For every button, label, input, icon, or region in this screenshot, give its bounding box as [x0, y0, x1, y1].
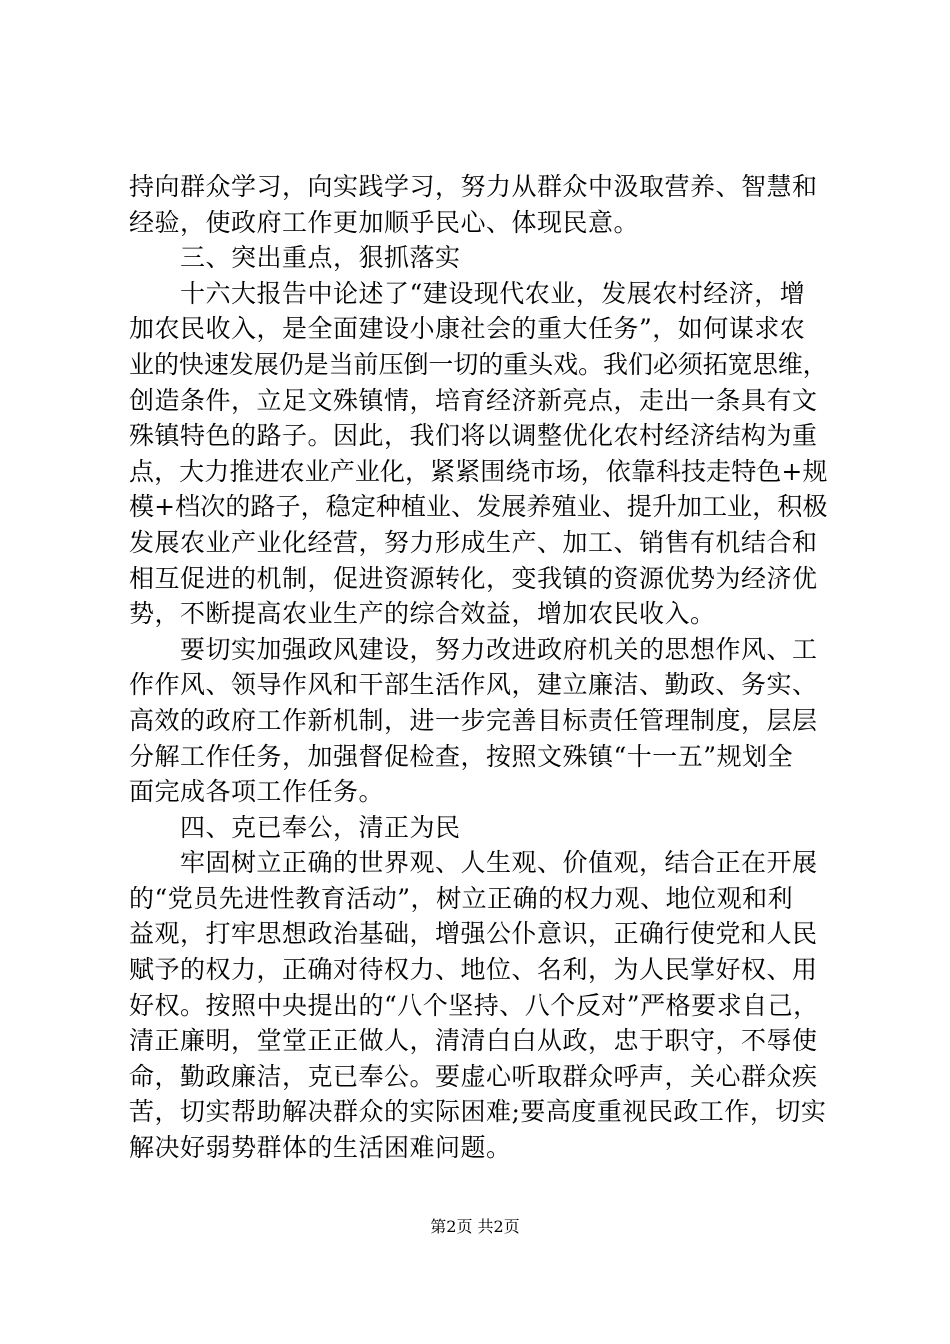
text-line: 命，勤政廉洁，克已奉公。要虚心听取群众呼声，关心群众疾: [129, 1061, 818, 1091]
text-line: 经验，使政府工作更加顺乎民心、体现民意。: [129, 207, 640, 237]
text-line: 的“党员先进性教育活动”，树立正确的权力观、地位观和利: [129, 883, 794, 913]
text-line: 要切实加强政风建设，努力改进政府机关的思想作风、工: [129, 634, 818, 664]
text-line: 作作风、领导作风和干部生活作风，建立廉洁、勤政、务实、: [129, 670, 818, 700]
text-line: 解决好弱势群体的生活困难问题。: [129, 1133, 512, 1163]
text-line: 殊镇特色的路子。因此，我们将以调整优化农村经济结构为重: [129, 421, 818, 451]
text-line: 四、克已奉公，清正为民: [129, 812, 461, 842]
text-line: 持向群众学习，向实践学习，努力从群众中汲取营养、智慧和: [129, 172, 818, 201]
text-line: 业的快速发展仍是当前压倒一切的重头戏。我们必须拓宽思维，: [129, 349, 828, 379]
text-line: 面完成各项工作任务。: [129, 777, 385, 807]
text-line: 牢固树立正确的世界观、人生观、价值观，结合正在开展: [129, 848, 818, 878]
text-line: 清正廉明，堂堂正正做人，清清白白从政，忠于职守，不辱使: [129, 1026, 818, 1056]
text-line: 分解工作任务，加强督促检查，按照文殊镇“十一五”规划全: [129, 741, 794, 771]
text-line: 好权。按照中央提出的“八个坚持、八个反对”严格要求自己，: [129, 990, 819, 1020]
page-footer: 第2页 共2页: [430, 1217, 520, 1236]
text-line: 十六大报告中论述了“建设现代农业，发展农村经济，增: [129, 278, 806, 308]
text-line: 加农民收入，是全面建设小康社会的重大任务”，如何谋求农: [129, 314, 806, 344]
text-line: 势，不断提高农业生产的综合效益，增加农民收入。: [129, 599, 716, 629]
text-line: 苦，切实帮助解决群众的实际困难;要高度重视民政工作，切实: [129, 1097, 827, 1127]
text-line: 益观，打牢思想政治基础，增强公仆意识，正确行使党和人民: [129, 919, 818, 949]
text-line: 模+档次的路子，稳定种植业、发展养殖业、提升加工业，积极: [129, 492, 828, 522]
document-body: [129, 169, 829, 1166]
text-line: 赋予的权力，正确对待权力、地位、名利，为人民掌好权、用: [129, 955, 818, 985]
text-line: 创造条件，立足文殊镇情，培育经济新亮点，走出一条具有文: [129, 385, 818, 415]
text-line: 发展农业产业化经营，努力形成生产、加工、销售有机结合和: [129, 527, 818, 557]
text-line: 三、突出重点，狠抓落实: [129, 243, 461, 273]
text-line: 相互促进的机制，促进资源转化，变我镇的资源优势为经济优: [129, 563, 818, 593]
text-line: 高效的政府工作新机制，进一步完善目标责任管理制度，层层: [129, 705, 818, 735]
text-line: 点，大力推进农业产业化，紧紧围绕市场，依靠科技走特色+规: [129, 456, 828, 486]
